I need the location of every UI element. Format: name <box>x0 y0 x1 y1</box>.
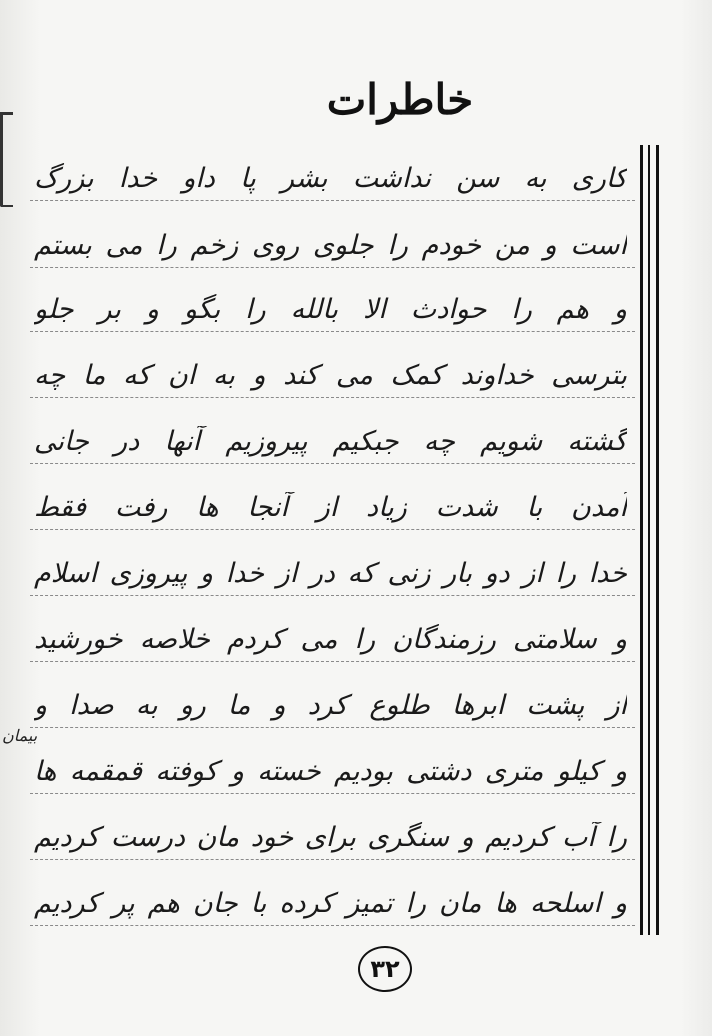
text-line: است و من خودم را جلوی روی زخم را می بستم <box>30 200 635 268</box>
margin-rule <box>656 145 659 935</box>
page-title: خاطرات <box>326 75 474 124</box>
text-line: آمدن با شدت زیاد از آنجا ها رفت فقط <box>30 462 635 530</box>
text-line: و سلامتی رزمندگان را می کردم خلاصه خورشید <box>30 594 635 662</box>
margin-rule <box>648 145 650 935</box>
text-line: خدا را از دو بار زنی که در از خدا و پیروزی اسلام <box>30 528 635 596</box>
page-number: ۳۲ <box>358 946 412 992</box>
page-edge-bracket <box>0 112 13 207</box>
text-line: از پشت ابرها طلوع کرد و ما رو به صدا و <box>30 660 635 728</box>
text-line: و اسلحه ها مان را تمیز کرده با جان هم پر کردیم <box>30 858 635 926</box>
handwritten-text-block <box>30 0 635 1036</box>
text-line: کاری به سن نداشت بشر پا داوِ خدا بزرگ <box>30 133 635 201</box>
margin-rule <box>640 145 643 935</box>
text-line: و کیلو متری دشتی بودیم خسته و کوفته قمقمه ها <box>30 726 635 794</box>
text-line: و هم را حوادث الا بالله را بگو و بر جلو <box>30 264 635 332</box>
text-line: گشته شویم چه جبکیم پیروزیم آنها در جانی <box>30 396 635 464</box>
text-line: را آب کردیم و سنگری برای خود مان درست کردیم <box>30 792 635 860</box>
text-line: بترسی خداوند کمک می کند و به ان که ما چه <box>30 330 635 398</box>
margin-annotation: بیمان <box>2 726 38 745</box>
